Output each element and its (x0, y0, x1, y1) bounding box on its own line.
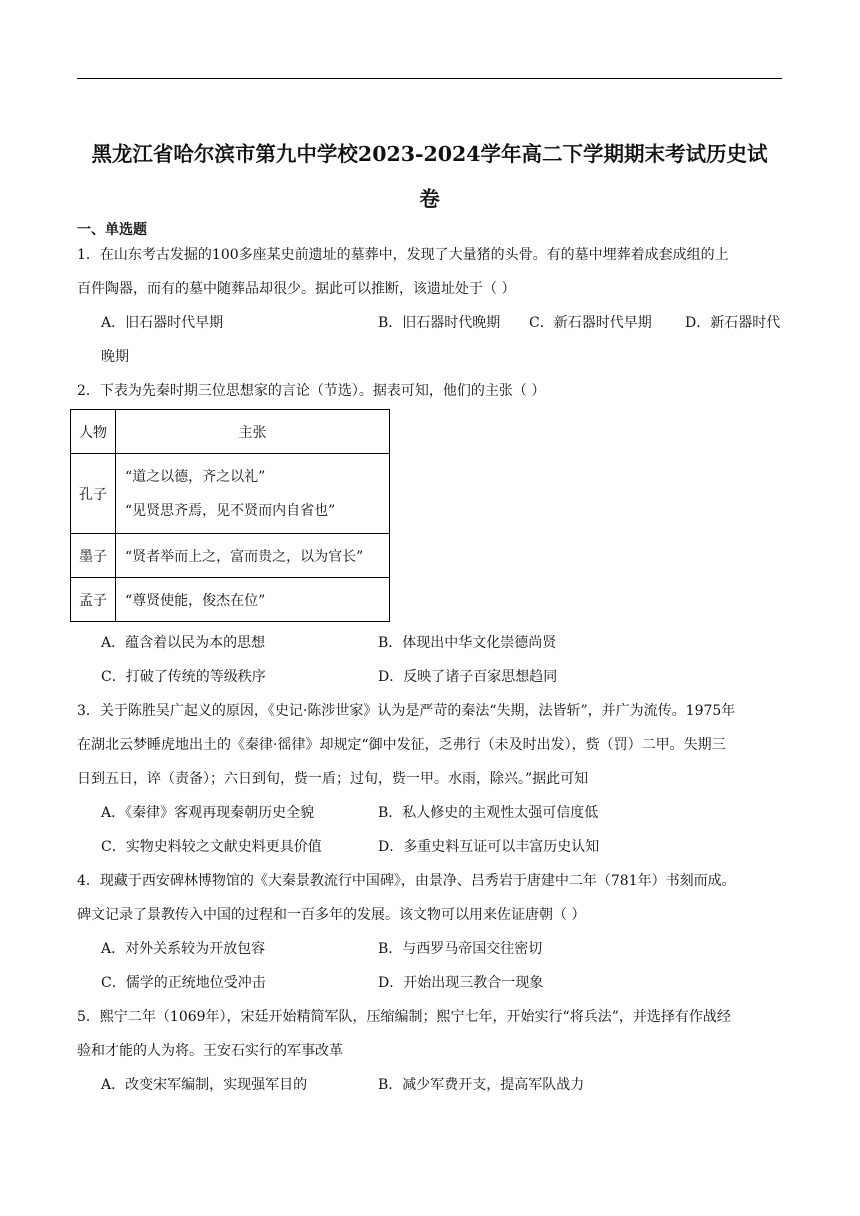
q1-option-a: A．旧石器时代早期 (101, 315, 224, 331)
person-cell: 墨子 (71, 534, 116, 578)
q1-stem-line1: 1．在山东考古发掘的100多座某史前遗址的墓葬中，发现了大量猪的头骨。有的墓中埋葬着成套成组的上 (77, 247, 729, 263)
q2-option-b: B．体现出中华文化崇德尚贤 (378, 635, 557, 651)
q2-option-d: D．反映了诸子百家思想趋同 (378, 669, 558, 685)
q3-stem-line2: 在湖北云梦睡虎地出土的《秦律·徭律》却规定“御中发征，乏弗行（未及时出发），赀（罚）二甲。失期三 (77, 737, 726, 753)
header-person: 人物 (71, 410, 116, 454)
q5-option-b: B．减少军费开支，提高军队战力 (378, 1077, 585, 1093)
q1-option-c: C．新石器时代早期 (529, 315, 652, 331)
table-header-row (71, 410, 390, 454)
q3-option-c: C．实物史料较之文献史料更具价值 (101, 839, 322, 855)
exam-title-cont: 卷 (419, 187, 440, 211)
claim-cell: “贤者举而上之，富而贵之，以为官长” (116, 534, 390, 578)
q5-stem-line1: 5．熙宁二年（1069年），宋廷开始精简军队，压缩编制；熙宁七年，开始实行“将兵法”，并选择有作战经 (77, 1009, 731, 1025)
q2-option-c: C．打破了传统的等级秩序 (101, 669, 266, 685)
q5-stem-line2: 验和才能的人为将。王安石实行的军事改革 (77, 1043, 343, 1059)
claim-cell (116, 454, 390, 534)
q2-table (70, 409, 390, 622)
header-claim: 主张 (116, 410, 390, 454)
person-cell: 孔子 (71, 454, 116, 534)
q3-option-d: D．多重史料互证可以丰富历史认知 (378, 839, 600, 855)
q4-stem-line1: 4．现藏于西安碑林博物馆的《大秦景教流行中国碑》，由景净、吕秀岩于唐建中二年（781年）书刻而成。 (77, 873, 736, 889)
section-heading: 一、单选题 (77, 222, 147, 238)
claim-line: “见贤思齐焉，见不贤而内自省也” (125, 502, 336, 519)
q1-option-d-cont: 晚期 (101, 349, 129, 365)
q1-stem-line2: 百件陶器，而有的墓中随葬品却很少。据此可以推断，该遗址处于（ ） (77, 281, 516, 297)
q1-option-d: D．新石器时代 (685, 315, 781, 331)
q4-option-c: C．儒学的正统地位受冲击 (101, 975, 266, 991)
q4-stem-line2: 碑文记录了景教传入中国的过程和一百多年的发展。该文物可以用来佐证唐朝（ ） (77, 907, 586, 923)
claim-line: “道之以德，齐之以礼” (125, 468, 266, 485)
q2-option-a: A．蕴含着以民为本的思想 (101, 635, 266, 651)
claim-cell: “尊贤使能，俊杰在位” (116, 578, 390, 622)
q3-stem-line3: 日到五日，谇（责备）；六日到旬，赀一盾；过旬，赀一甲。水雨，除兴。”据此可知 (77, 771, 589, 787)
header-rule (77, 78, 782, 79)
exam-title: 黑龙江省哈尔滨市第九中学校2023-2024学年高二下学期期末考试历史试 (91, 142, 768, 166)
q4-option-b: B．与西罗马帝国交往密切 (378, 941, 543, 957)
q2-stem: 2．下表为先秦时期三位思想家的言论（节选）。据表可知，他们的主张（ ） (77, 383, 546, 399)
q1-option-b: B．旧石器时代晚期 (378, 315, 501, 331)
q3-stem-line1: 3．关于陈胜吴广起义的原因，《史记·陈涉世家》认为是严苛的秦法“失期，法皆斩”，并广为流传。1975年 (77, 703, 736, 719)
q3-option-b: B．私人修史的主观性太强可信度低 (378, 805, 599, 821)
q4-option-d: D．开始出现三教合一现象 (378, 975, 544, 991)
q5-option-a: A．改变宋军编制，实现强军目的 (101, 1077, 308, 1093)
table-row (71, 454, 390, 534)
person-cell: 孟子 (71, 578, 116, 622)
q3-option-a: A．《秦律》客观再现秦朝历史全貌 (101, 805, 315, 821)
table-row (71, 534, 390, 578)
table-row (71, 578, 390, 622)
q4-option-a: A．对外关系较为开放包容 (101, 941, 266, 957)
